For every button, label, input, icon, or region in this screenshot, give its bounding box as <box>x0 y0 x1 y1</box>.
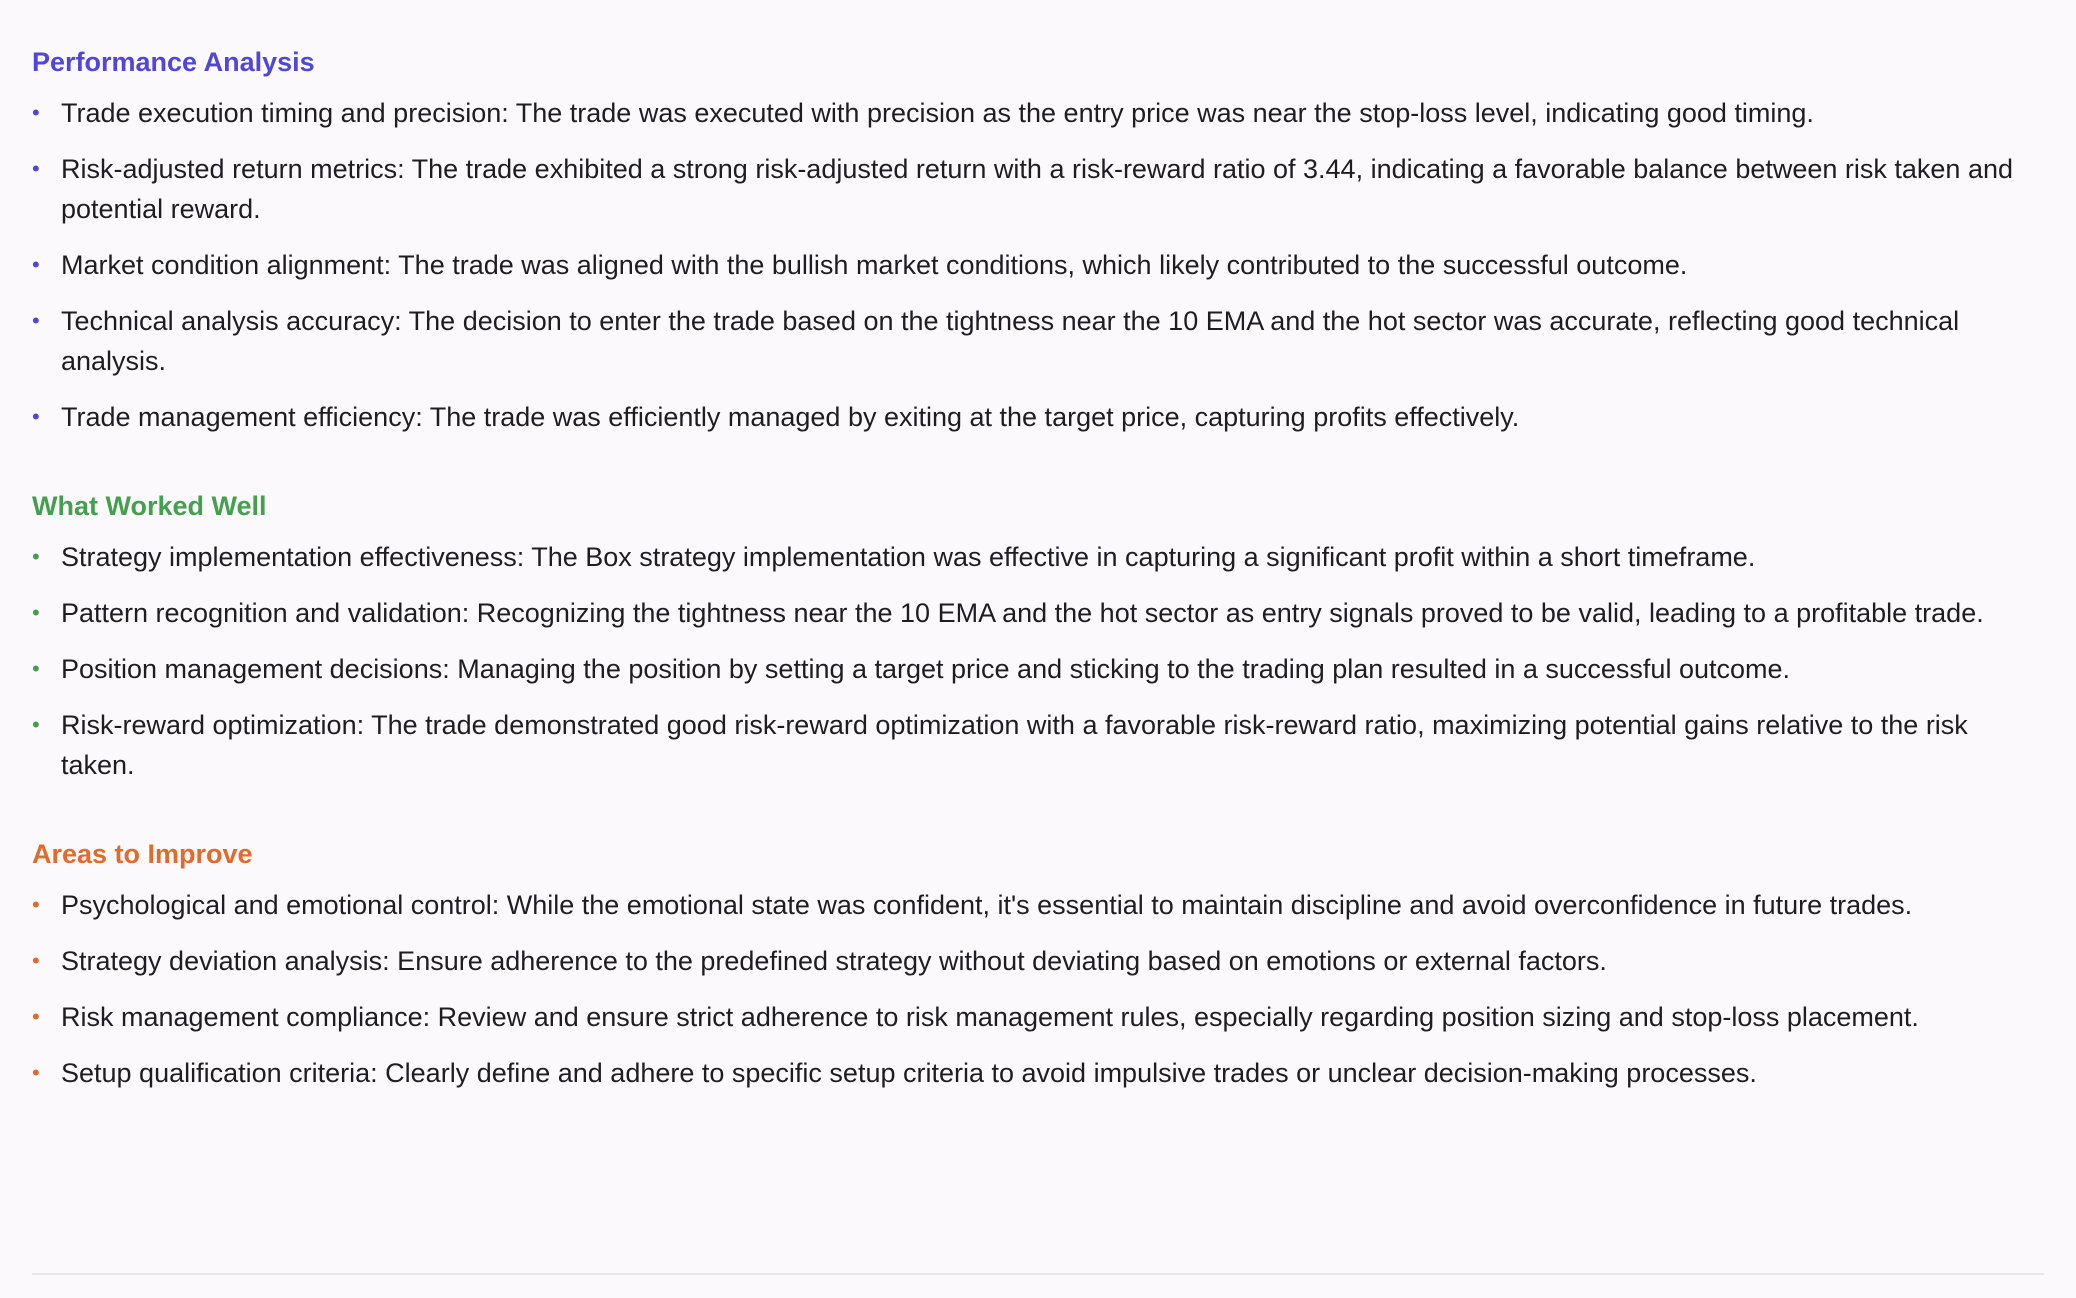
list-item <box>32 997 2044 1037</box>
bullet-icon: • <box>32 252 40 277</box>
list-item <box>32 397 2044 437</box>
bullet-icon: • <box>32 948 40 973</box>
list-item-text: Market condition alignment: The trade was aligned with the bullish market conditions, which likely contributed to the successful outcome. <box>61 250 1688 280</box>
list-item-text: Trade execution timing and precision: The trade was executed with precision as the entry price was near the stop-loss level, indicating good timing. <box>61 98 1814 128</box>
list-item <box>32 245 2044 285</box>
list-item <box>32 885 2044 925</box>
bullet-icon: • <box>32 1004 40 1029</box>
list-item-text: Risk management compliance: Review and ensure strict adherence to risk management rules, especially regarding position sizing and stop-loss placement. <box>61 1002 1919 1032</box>
list-item <box>32 93 2044 133</box>
list-item-text: Technical analysis accuracy: The decision to enter the trade based on the tightness near the 10 EMA and the hot sector was accurate, reflecting good technical analysis. <box>61 306 1960 376</box>
list-item-text: Strategy implementation effectiveness: The Box strategy implementation was effective in capturing a significant profit within a short timeframe. <box>61 542 1756 572</box>
areas-to-improve-heading: Areas to Improve <box>32 839 253 869</box>
bullet-icon: • <box>32 156 40 181</box>
what-worked-well-section <box>32 484 2044 785</box>
list-item <box>32 649 2044 689</box>
what-worked-well-list <box>32 537 2044 785</box>
list-item <box>32 705 2044 785</box>
performance-analysis-list <box>32 93 2044 437</box>
bullet-icon: • <box>32 656 40 681</box>
bullet-icon: • <box>32 712 40 737</box>
list-item <box>32 593 2044 633</box>
bottom-divider <box>32 1273 2044 1275</box>
list-item-text: Position management decisions: Managing the position by setting a target price and sticking to the trading plan resulted in a successful outcome. <box>61 654 1791 684</box>
what-worked-well-heading: What Worked Well <box>32 491 267 521</box>
areas-to-improve-list <box>32 885 2044 1093</box>
list-item <box>32 301 2044 381</box>
list-item-text: Trade management efficiency: The trade was efficiently managed by exiting at the target price, capturing profits effectively. <box>61 402 1520 432</box>
bullet-icon: • <box>32 892 40 917</box>
list-item-text: Strategy deviation analysis: Ensure adherence to the predefined strategy without deviating based on emotions or external factors. <box>61 946 1607 976</box>
bullet-icon: • <box>32 1060 40 1085</box>
list-item-text: Pattern recognition and validation: Recognizing the tightness near the 10 EMA and the hot sector as entry signals proved to be valid, leading to a profitable trade. <box>61 598 1984 628</box>
list-item-text: Risk-adjusted return metrics: The trade exhibited a strong risk-adjusted return with a risk-reward ratio of 3.44, indicating a favorable balance between risk taken and potential reward. <box>61 154 2013 224</box>
bullet-icon: • <box>32 404 40 429</box>
performance-analysis-section <box>32 40 2044 437</box>
bullet-icon: • <box>32 308 40 333</box>
list-item-text: Risk-reward optimization: The trade demonstrated good risk-reward optimization with a favorable risk-reward ratio, maximizing potential gains relative to the risk taken. <box>61 710 1968 780</box>
list-item-text: Setup qualification criteria: Clearly define and adhere to specific setup criteria to avoid impulsive trades or unclear decision-making processes. <box>61 1058 1757 1088</box>
list-item <box>32 1053 2044 1093</box>
list-item <box>32 941 2044 981</box>
list-item <box>32 149 2044 229</box>
bullet-icon: • <box>32 544 40 569</box>
list-item-text: Psychological and emotional control: While the emotional state was confident, it's essential to maintain discipline and avoid overconfidence in future trades. <box>61 890 1913 920</box>
bullet-icon: • <box>32 100 40 125</box>
areas-to-improve-section <box>32 832 2044 1093</box>
list-item <box>32 537 2044 577</box>
bullet-icon: • <box>32 600 40 625</box>
performance-analysis-heading: Performance Analysis <box>32 47 315 77</box>
